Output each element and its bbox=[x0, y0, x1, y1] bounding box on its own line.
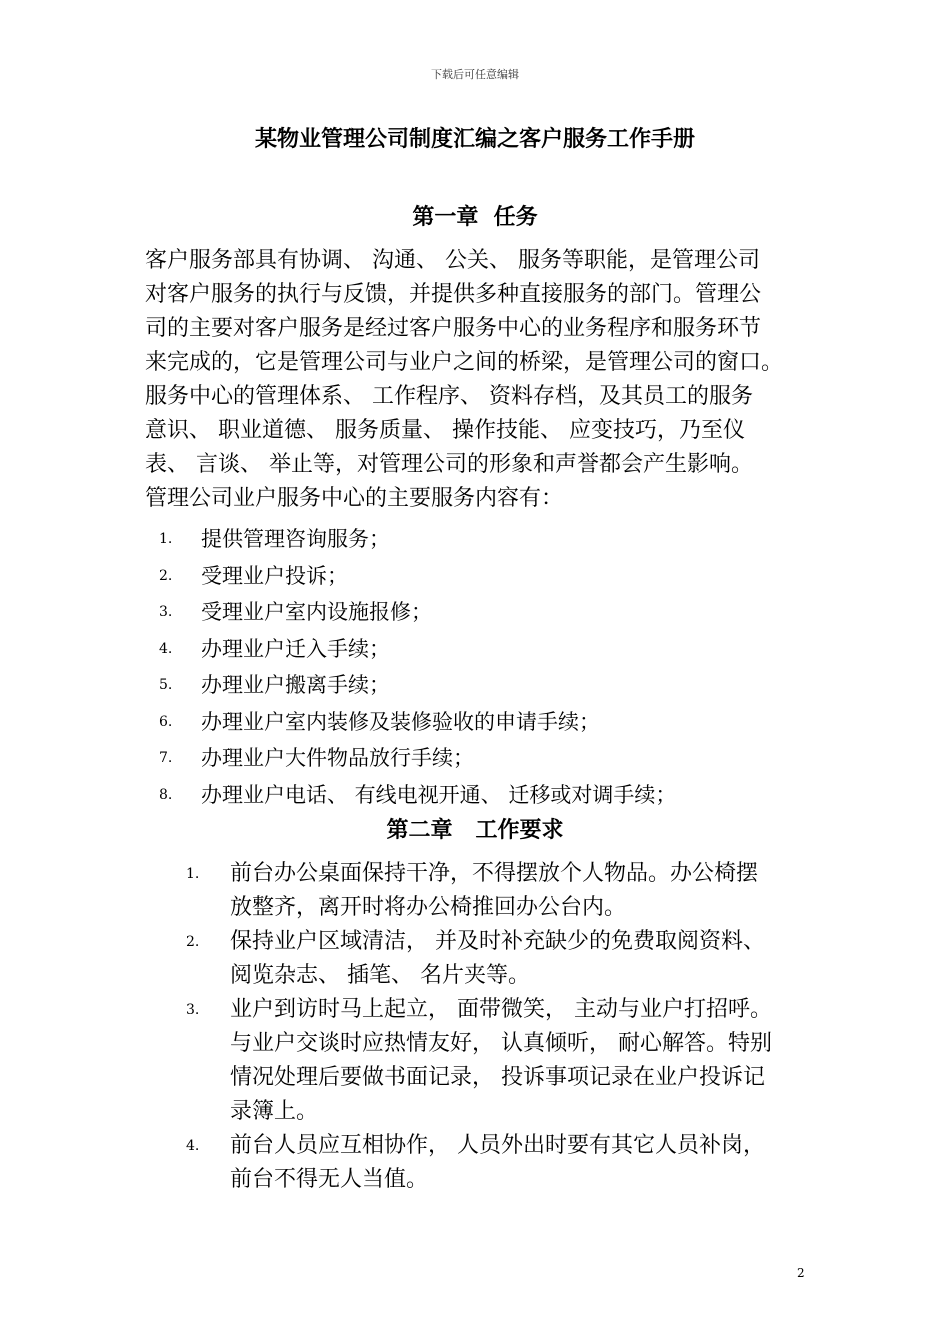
list-number: 8. bbox=[159, 786, 173, 803]
list-item bbox=[145, 558, 815, 595]
list-number: 1. bbox=[159, 531, 173, 547]
list-item-line: 前台办公桌面保持干净，不得摆放个人物品。办公椅摆 bbox=[230, 861, 759, 886]
list-item bbox=[170, 993, 820, 1129]
list-item bbox=[145, 594, 815, 631]
list-item-line: 业户到访时马上起立， 面带微笑， 主动与业户打招呼。 bbox=[230, 997, 772, 1022]
list-item-line: 阅览杂志、 插笔、 名片夹等。 bbox=[230, 963, 530, 988]
intro-line: 管理公司业户服务中心的主要服务内容有： bbox=[145, 486, 564, 511]
intro-line: 司的主要对客户服务是经过客户服务中心的业务程序和服务环节 bbox=[145, 316, 762, 341]
list-item-text: 办理业户电话、 有线电视开通、 迁移或对调手续； bbox=[201, 782, 677, 807]
list-item-line: 前台人员应互相协作， 人员外出时要有其它人员补岗， bbox=[230, 1133, 765, 1158]
list-number: 2. bbox=[186, 934, 200, 950]
list-item bbox=[170, 1129, 820, 1197]
list-item bbox=[145, 521, 815, 558]
list-item-text: 办理业户大件物品放行手续； bbox=[201, 746, 474, 770]
document-title: 某物业管理公司制度汇编之客户服务工作手册 bbox=[254, 127, 695, 152]
list-number: 6. bbox=[159, 713, 173, 730]
list-item bbox=[145, 667, 815, 704]
intro-line: 意识、 职业道德、 服务质量、 操作技能、 应变技巧，乃至仪 bbox=[145, 418, 745, 443]
list-item bbox=[145, 631, 815, 668]
chapter-1-heading: 第一章 任务 bbox=[412, 205, 538, 230]
list-number: 1. bbox=[186, 866, 200, 882]
list-item-text: 受理业户室内设施报修； bbox=[201, 600, 432, 624]
list-number: 7. bbox=[159, 750, 173, 766]
requirements-list bbox=[170, 857, 820, 1197]
list-item bbox=[170, 925, 820, 993]
list-item bbox=[145, 777, 815, 814]
intro-line: 客户服务部具有协调、 沟通、 公关、 服务等职能，是管理公司 bbox=[145, 248, 760, 273]
list-item-line: 保持业户区域清洁， 并及时补充缺少的免费取阅资料、 bbox=[230, 929, 765, 954]
page-number: 2 bbox=[797, 1266, 805, 1280]
list-item-line: 与业户交谈时应热情友好， 认真倾听， 耐心解答。特别 bbox=[230, 1031, 772, 1056]
intro-line: 对客户服务的执行与反馈，并提供多种直接服务的部门。管理公 bbox=[145, 282, 762, 307]
list-number: 3. bbox=[186, 1002, 200, 1018]
service-list bbox=[145, 521, 815, 813]
list-item-line: 前台不得无人当值。 bbox=[230, 1167, 429, 1192]
list-number: 2. bbox=[159, 567, 173, 584]
list-item-line: 放整齐，离开时将办公椅推回办公台内。 bbox=[230, 895, 627, 920]
list-number: 4. bbox=[159, 640, 173, 657]
list-item-line: 录簿上。 bbox=[230, 1099, 319, 1124]
list-item-text: 办理业户迁入手续； bbox=[201, 636, 390, 661]
list-item-text: 提供管理咨询服务； bbox=[201, 527, 390, 551]
list-item bbox=[170, 857, 820, 925]
intro-line: 表、 言谈、 举止等，对管理公司的形象和声誉都会产生影响。 bbox=[145, 452, 753, 477]
list-item-line: 情况处理后要做书面记录， 投诉事项记录在业户投诉记 bbox=[230, 1065, 765, 1090]
intro-line: 来完成的，它是管理公司与业户之间的桥梁，是管理公司的窗口。 bbox=[145, 350, 784, 375]
header-note: 下载后可任意编辑 bbox=[431, 68, 519, 81]
list-item bbox=[145, 704, 815, 741]
intro-line: 服务中心的管理体系、 工作程序、 资料存档，及其员工的服务 bbox=[145, 384, 753, 409]
chapter-2-heading: 第二章 工作要求 bbox=[386, 818, 564, 843]
list-number: 5. bbox=[159, 677, 173, 693]
list-item-text: 办理业户室内装修及装修验收的申请手续； bbox=[201, 709, 600, 734]
list-number: 4. bbox=[186, 1138, 200, 1154]
list-item-text: 受理业户投诉； bbox=[201, 563, 348, 588]
list-number: 3. bbox=[159, 604, 173, 620]
chapter-1-intro bbox=[145, 244, 815, 516]
list-item-text: 办理业户搬离手续； bbox=[201, 673, 390, 697]
list-item bbox=[145, 740, 815, 777]
